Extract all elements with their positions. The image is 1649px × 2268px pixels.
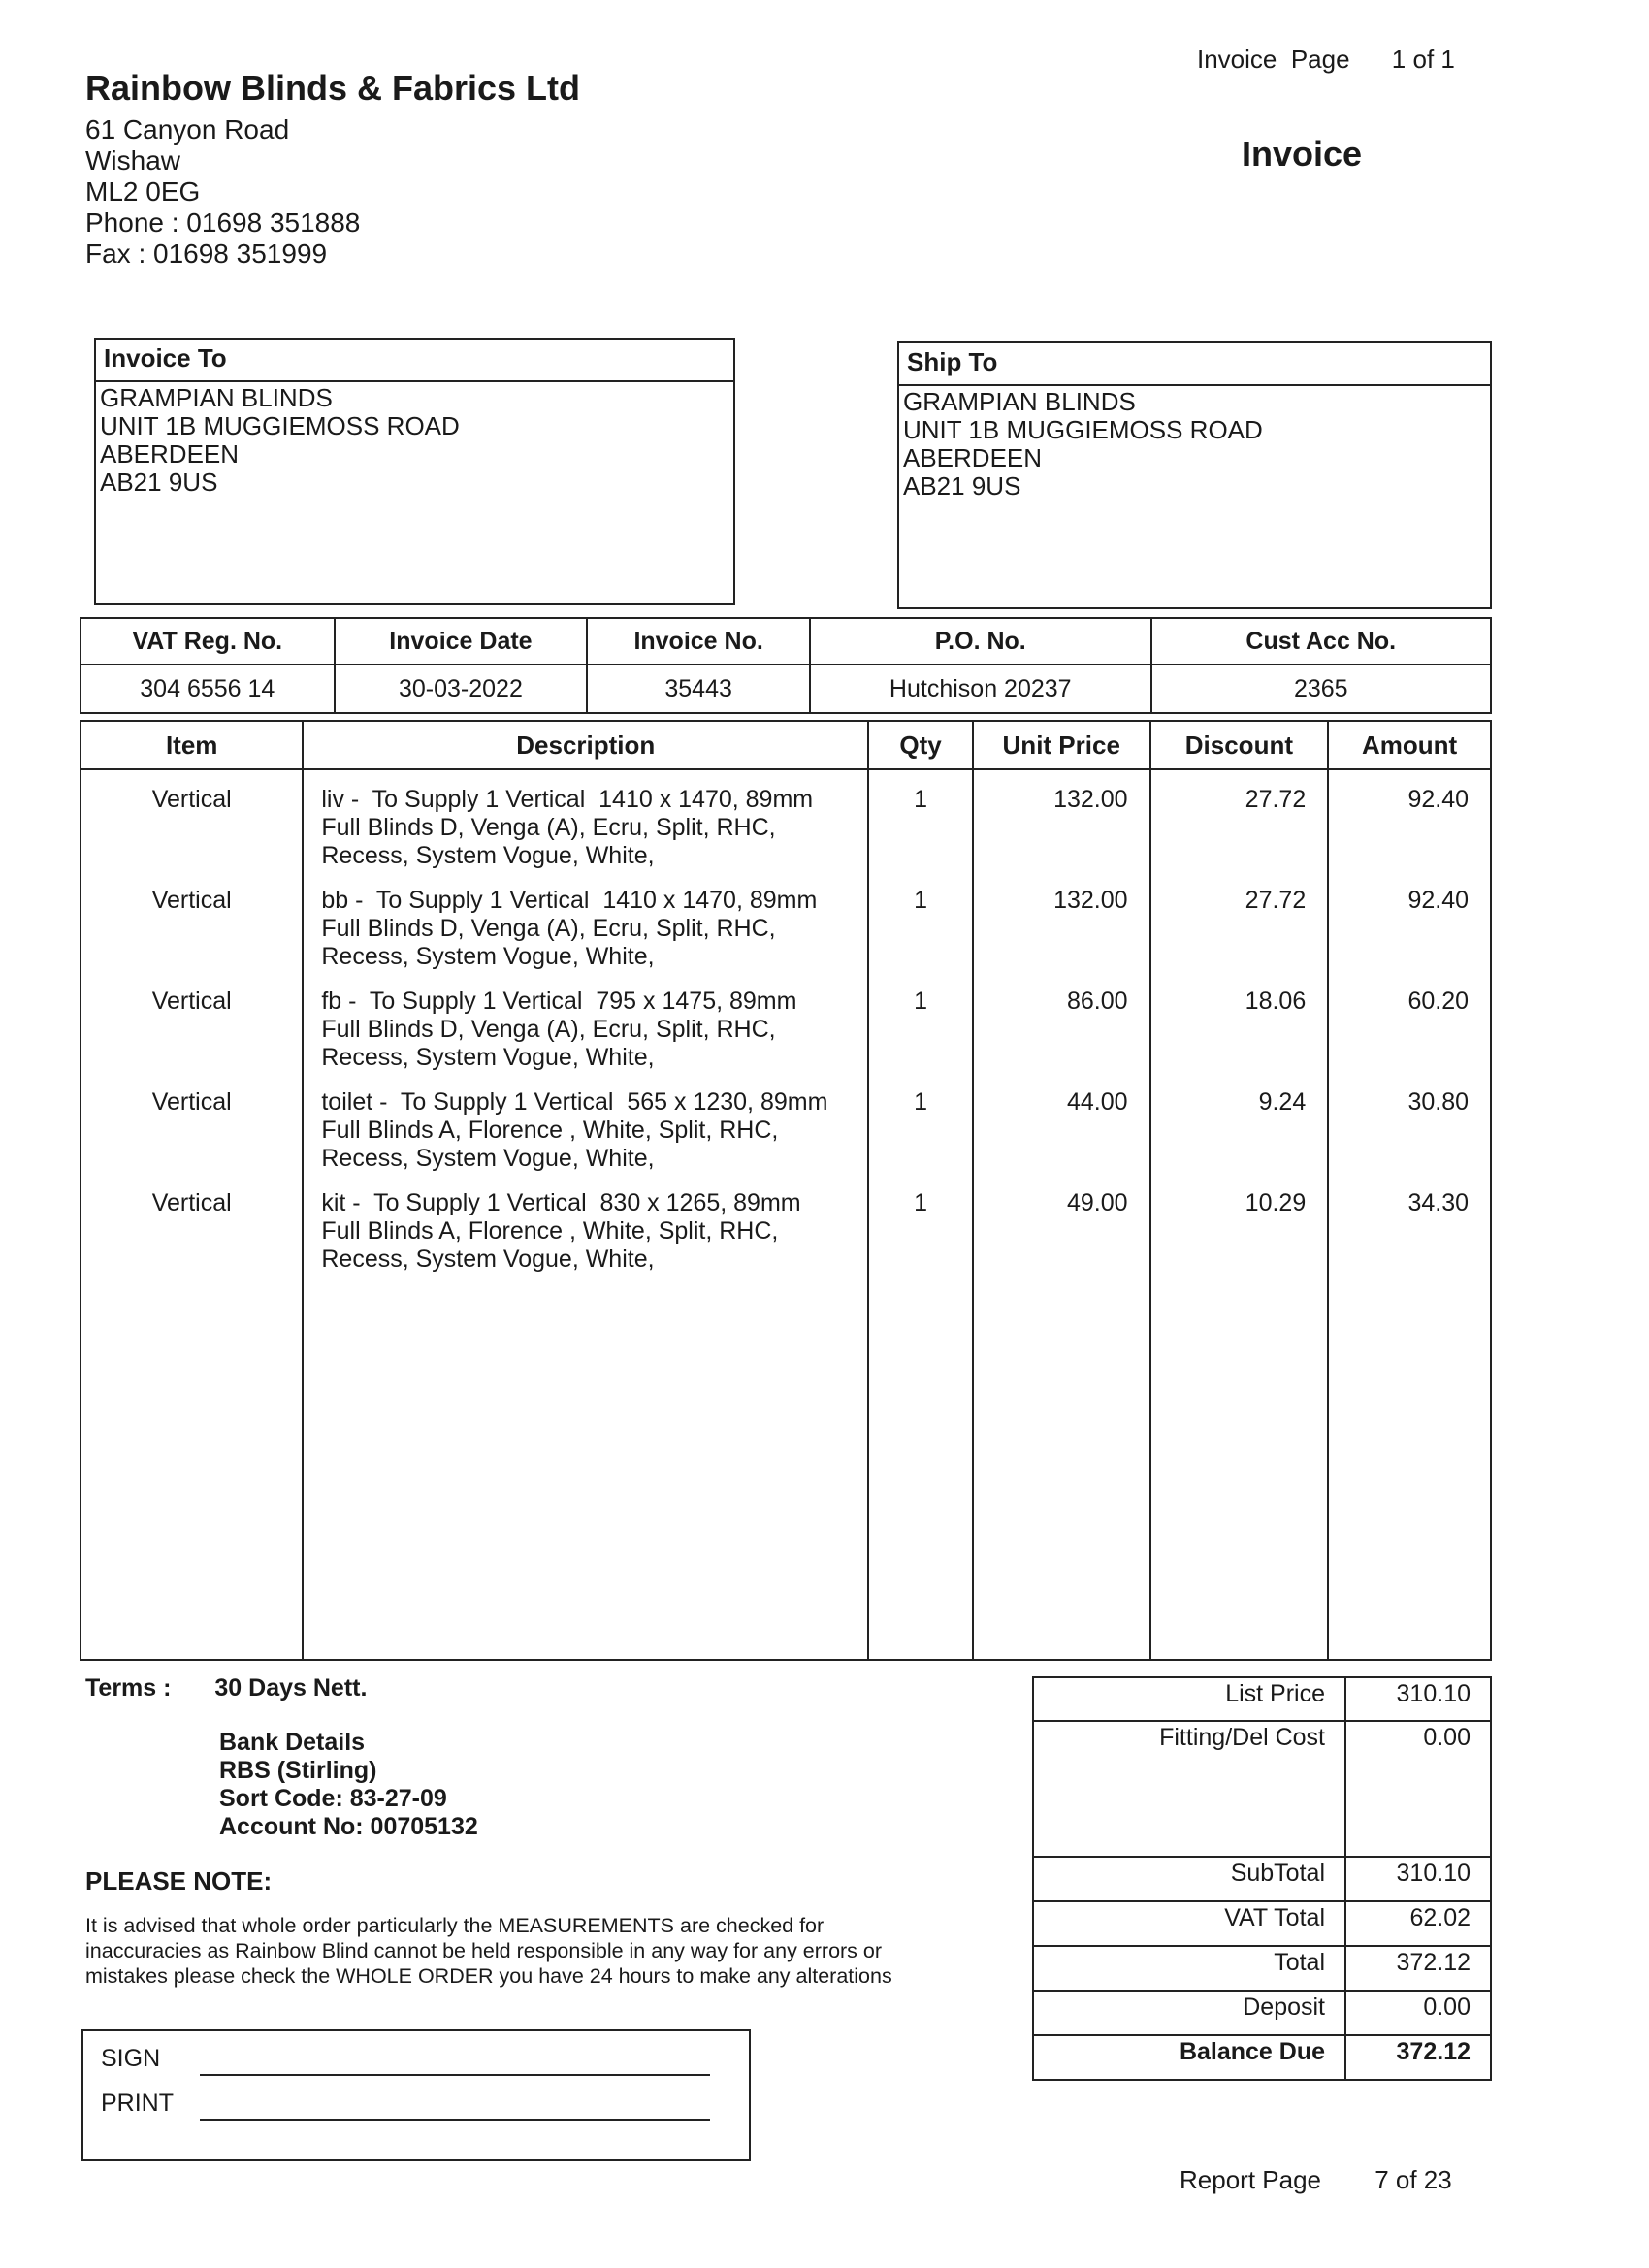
amount-cell: 60.20 (1328, 972, 1491, 1073)
item-cell: Vertical (81, 1174, 303, 1275)
item-header: Item (81, 721, 303, 769)
fitting-del-cost-label: Fitting/Del Cost (1033, 1721, 1345, 1857)
amount-cell: 92.40 (1328, 871, 1491, 972)
vat-reg-value: 304 6556 14 (81, 664, 335, 713)
discount-cell: 27.72 (1150, 871, 1329, 972)
description-line: Full Blinds D, Venga (A), Ecru, Split, RHC, (321, 1016, 776, 1043)
qty-cell: 1 (868, 972, 973, 1073)
description-line: kit - To Supply 1 Vertical 830 x 1265, 89mm (321, 1189, 801, 1216)
invoice-page-label: Invoice Page (1197, 45, 1350, 74)
terms-value: 30 Days Nett. (214, 1674, 368, 1701)
note-line: It is advised that whole order particularly the MEASUREMENTS are checked for (85, 1914, 824, 1937)
description-line: fb - To Supply 1 Vertical 795 x 1475, 89mm (321, 988, 797, 1015)
line-items-table (80, 720, 1492, 1661)
bank-name: RBS (Stirling) (219, 1757, 377, 1784)
description-cell (303, 1073, 868, 1174)
description-line: Full Blinds A, Florence , White, Split, RHC, (321, 1217, 779, 1245)
cust-acc-header: Cust Acc No. (1151, 618, 1491, 664)
ship-to-heading: Ship To (899, 343, 1490, 386)
invoice-to-line: AB21 9US (100, 468, 218, 497)
po-no-header: P.O. No. (810, 618, 1151, 664)
invoice-to-heading: Invoice To (96, 340, 733, 382)
ship-to-line: UNIT 1B MUGGIEMOSS ROAD (903, 415, 1263, 444)
ship-to-line: GRAMPIAN BLINDS (903, 387, 1136, 416)
description-cell (303, 972, 868, 1073)
description-line: Recess, System Vogue, White, (321, 943, 655, 970)
please-note-text (85, 1913, 978, 1989)
description-line: Recess, System Vogue, White, (321, 1145, 655, 1172)
qty-cell: 1 (868, 769, 973, 871)
unit-price-cell: 49.00 (973, 1174, 1150, 1275)
table-row (81, 1174, 1491, 1275)
company-fax: Fax : 01698 351999 (85, 239, 328, 269)
company-address-line: 61 Canyon Road (85, 114, 290, 145)
note-line: mistakes please check the WHOLE ORDER you have 24 hours to make any alterations (85, 1964, 892, 1988)
description-line: toilet - To Supply 1 Vertical 565 x 1230, 89mm (321, 1088, 828, 1116)
invoice-date-value: 30-03-2022 (335, 664, 588, 713)
invoice-page-number (1197, 45, 1455, 75)
discount-cell: 10.29 (1150, 1174, 1329, 1275)
subtotal-value: 310.10 (1345, 1857, 1491, 1901)
discount-cell: 27.72 (1150, 769, 1329, 871)
vat-reg-header: VAT Reg. No. (81, 618, 335, 664)
description-cell (303, 769, 868, 871)
table-row (81, 769, 1491, 871)
unit-price-header: Unit Price (973, 721, 1150, 769)
totals-table (1032, 1676, 1492, 2081)
invoice-to-line: UNIT 1B MUGGIEMOSS ROAD (100, 411, 460, 440)
total-value: 372.12 (1345, 1946, 1491, 1991)
discount-cell: 18.06 (1150, 972, 1329, 1073)
company-phone: Phone : 01698 351888 (85, 208, 361, 238)
terms-label: Terms : (85, 1674, 172, 1701)
subtotal-label: SubTotal (1033, 1857, 1345, 1901)
amount-cell: 92.40 (1328, 769, 1491, 871)
print-label: PRINT (101, 2090, 174, 2117)
invoice-page-value: 1 of 1 (1391, 45, 1455, 74)
report-page-value: 7 of 23 (1374, 2165, 1452, 2194)
discount-cell: 9.24 (1150, 1073, 1329, 1174)
table-row (81, 972, 1491, 1073)
amount-header: Amount (1328, 721, 1491, 769)
invoice-to-line: GRAMPIAN BLINDS (100, 383, 333, 412)
description-line: Full Blinds A, Florence , White, Split, RHC, (321, 1117, 779, 1144)
unit-price-cell: 44.00 (973, 1073, 1150, 1174)
description-line: Recess, System Vogue, White, (321, 1044, 655, 1071)
vat-total-value: 62.02 (1345, 1901, 1491, 1946)
item-cell: Vertical (81, 972, 303, 1073)
description-line: bb - To Supply 1 Vertical 1410 x 1470, 89mm (321, 887, 818, 914)
qty-cell: 1 (868, 1073, 973, 1174)
item-cell: Vertical (81, 769, 303, 871)
sign-label: SIGN (101, 2045, 161, 2072)
bank-details (219, 1729, 478, 1841)
description-line: Full Blinds D, Venga (A), Ecru, Split, RHC, (321, 915, 776, 942)
description-line: liv - To Supply 1 Vertical 1410 x 1470, 89mm (321, 786, 814, 813)
description-header: Description (303, 721, 868, 769)
invoice-no-header: Invoice No. (587, 618, 810, 664)
balance-due-label: Balance Due (1033, 2035, 1345, 2080)
document-title: Invoice (1242, 134, 1363, 174)
po-no-value: Hutchison 20237 (810, 664, 1151, 713)
amount-cell: 34.30 (1328, 1174, 1491, 1275)
deposit-label: Deposit (1033, 1991, 1345, 2035)
unit-price-cell: 132.00 (973, 871, 1150, 972)
invoice-info-table (80, 617, 1492, 714)
list-price-value: 310.10 (1345, 1677, 1491, 1721)
note-line: inaccuracies as Rainbow Blind cannot be held responsible in any way for any errors or (85, 1939, 883, 1962)
balance-due-value: 372.12 (1345, 2035, 1491, 2080)
description-line: Recess, System Vogue, White, (321, 842, 655, 869)
sign-line[interactable] (200, 2074, 710, 2076)
company-address-line: Wishaw (85, 146, 181, 176)
signature-box (81, 2029, 751, 2161)
description-cell (303, 871, 868, 972)
company-block (85, 68, 580, 270)
amount-cell: 30.80 (1328, 1073, 1491, 1174)
invoice-date-header: Invoice Date (335, 618, 588, 664)
ship-to-line: ABERDEEN (903, 443, 1043, 472)
invoice-no-value: 35443 (587, 664, 810, 713)
list-price-label: List Price (1033, 1677, 1345, 1721)
qty-cell: 1 (868, 871, 973, 972)
ship-to-box (897, 341, 1492, 609)
print-line[interactable] (200, 2119, 710, 2121)
description-cell (303, 1174, 868, 1275)
report-page-label: Report Page (1180, 2165, 1321, 2194)
description-line: Full Blinds D, Venga (A), Ecru, Split, RHC, (321, 814, 776, 841)
terms (85, 1674, 367, 1702)
item-cell: Vertical (81, 1073, 303, 1174)
report-page-number (1180, 2165, 1452, 2195)
discount-header: Discount (1150, 721, 1329, 769)
table-filler-row (81, 1275, 1491, 1660)
description-line: Recess, System Vogue, White, (321, 1246, 655, 1273)
invoice-to-line: ABERDEEN (100, 439, 240, 469)
account-number: Account No: 00705132 (219, 1813, 478, 1840)
qty-cell: 1 (868, 1174, 973, 1275)
vat-total-label: VAT Total (1033, 1901, 1345, 1946)
please-note-heading: PLEASE NOTE: (85, 1866, 273, 1895)
fitting-del-cost-value: 0.00 (1345, 1721, 1491, 1857)
deposit-value: 0.00 (1345, 1991, 1491, 2035)
invoice-to-box (94, 338, 735, 605)
table-row (81, 1073, 1491, 1174)
table-row (81, 871, 1491, 972)
company-name: Rainbow Blinds & Fabrics Ltd (85, 68, 581, 108)
qty-header: Qty (868, 721, 973, 769)
ship-to-line: AB21 9US (903, 471, 1021, 501)
item-cell: Vertical (81, 871, 303, 972)
unit-price-cell: 86.00 (973, 972, 1150, 1073)
unit-price-cell: 132.00 (973, 769, 1150, 871)
company-address-line: ML2 0EG (85, 177, 201, 207)
sort-code: Sort Code: 83-27-09 (219, 1785, 447, 1812)
cust-acc-value: 2365 (1151, 664, 1491, 713)
bank-details-heading: Bank Details (219, 1729, 366, 1756)
total-label: Total (1033, 1946, 1345, 1991)
